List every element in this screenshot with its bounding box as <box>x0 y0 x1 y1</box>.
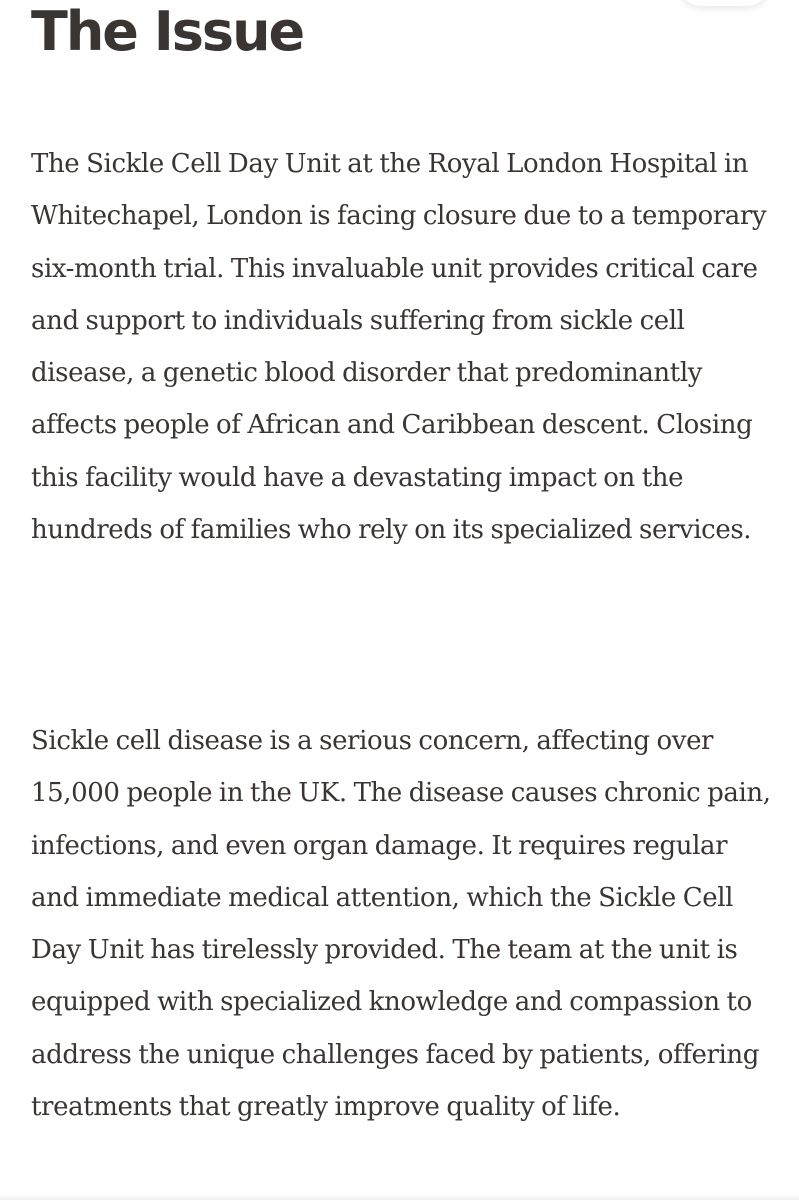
article-paragraph-1: The Sickle Cell Day Unit at the Royal London Hospital in Whitechapel, London is facing closure due to a temporary six-month trial. This invaluable unit provides critical care and support to individuals suffering from sickle cell disease, a genetic blood disorder that predominantly affects people of African and Caribbean descent. Closing this facility would have a devastating impact on the hundreds of families who rely on its specialized services. <box>31 149 767 546</box>
section-heading: The Issue <box>31 0 304 63</box>
bottom-divider <box>0 1194 799 1200</box>
article-paragraph-2: Sickle cell disease is a serious concern, affecting over 15,000 people in the UK. The disease causes chronic pain, infections, and even organ damage. It requires regular and immediate medical attention, which the Sickle Cell Day Unit has tirelessly provided. The team at the unit is equipped with specialized knowledge and compassion to address the unique challenges faced by patients, offering treatments that greatly improve quality of life. <box>31 726 771 1123</box>
top-right-card-edge <box>679 0 769 6</box>
